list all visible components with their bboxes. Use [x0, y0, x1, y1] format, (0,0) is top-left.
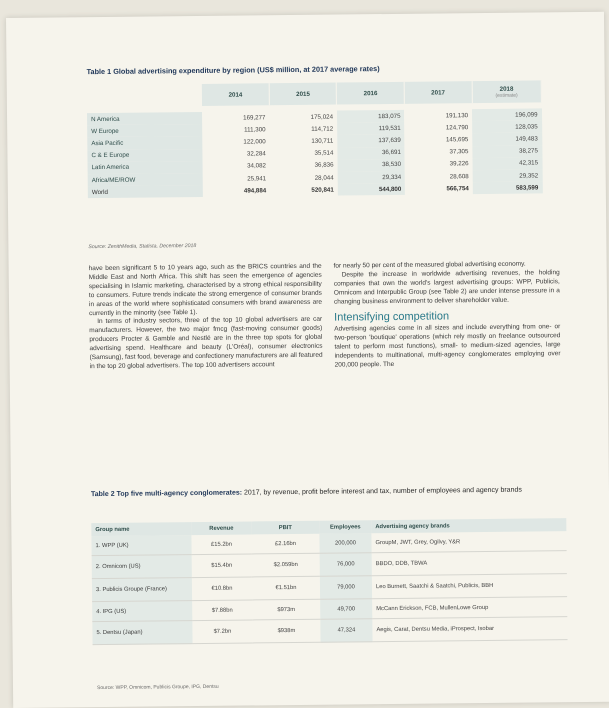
employees-value: 200,000 [319, 533, 371, 553]
group-name: 2. Omnicom (US) [92, 555, 192, 579]
cell-2018: 196,099 [472, 108, 542, 121]
cell-2017: 145,695 [445, 136, 469, 144]
cell-2016: 183,075 [337, 110, 405, 123]
cell-2015: 36,836 [314, 161, 334, 170]
cell-2016: 38,530 [337, 159, 405, 172]
cell-2017: 28,608 [449, 172, 469, 180]
cell-2014: 494,884 [243, 187, 267, 195]
table2-subtitle: 2017, by revenue, profit before interest and tax, number of employees and agency brands [243, 486, 522, 497]
cell-2017: 124,790 [445, 123, 469, 132]
brands-value: Aegis, Carat, Dentsu Media, iProspect, Isobar [376, 625, 495, 634]
body-paragraph: Despite the increase in worldwide advertising revenues, the holding companies that own the world's largest advertising groups: WPP, Publicis, Omnicom and Interpublic Group (see Table 2) are under intense pressure in a changing business environment to deliver shareholder value. [333, 269, 560, 306]
pbit-value: $973m [277, 606, 296, 613]
region-name: Africa/ME/ROW [88, 173, 203, 186]
cell-2017: 39,226 [449, 160, 469, 168]
table1-source: Source: ZenithMedia, Statista, December 2018 [88, 243, 197, 251]
cell-2017: 37,305 [449, 148, 469, 156]
region-name: C & E Europe [87, 149, 202, 162]
header-group: Group name [91, 522, 191, 536]
table1 [87, 80, 543, 198]
cell-2018: 128,035 [472, 121, 542, 134]
cell-2015: 28,044 [314, 174, 334, 182]
header-revenue: Revenue [191, 521, 251, 535]
revenue-value: $15.4bn [211, 562, 233, 569]
cell-2016: 119,531 [337, 122, 405, 135]
group-name: 1. WPP (UK) [91, 535, 191, 556]
table2-title: Top five multi-agency conglomerates: [116, 489, 243, 498]
region-name: N America [87, 112, 202, 125]
cell-2014: 122,000 [243, 138, 266, 146]
group-name: 3. Publicis Groupe (France) [92, 578, 192, 602]
region-name: World [88, 185, 203, 198]
employees-value: 47,324 [320, 619, 372, 643]
body-paragraph: In terms of industry sectors, three of the top 10 global advertisers are car manufacturers. However, the two major fmcg (fast-moving consumer goods) producers Procter & Gamble and Nestlé are in the three top spots for global advertising spend. Healthcare and beauty (L'Oréal), consumer electronics (Samsung), fast food, beverage and confectionery manufacturers are all featured in the top 20 global advertisers. The top 100 advertisers account [89, 316, 323, 371]
brands-value: McCann Erickson, FCB, MullenLowe Group [376, 604, 489, 612]
revenue-value: £15.2bn [211, 541, 233, 548]
body-column-left [89, 263, 323, 372]
cell-2018: 38,275 [472, 145, 542, 158]
cell-2018: 149,483 [472, 133, 542, 146]
revenue-value: $7.2bn [213, 628, 232, 635]
cell-2015: 175,024 [310, 113, 334, 121]
body-column-right [334, 260, 561, 370]
year-2015: 2015 [269, 83, 337, 106]
cell-2015: 35,514 [314, 149, 334, 157]
cell-2014: 34,082 [247, 162, 267, 170]
pbit-value: $938m [277, 628, 296, 635]
revenue-value: $7.88bn [211, 607, 233, 614]
cell-2014: 25,941 [247, 174, 267, 183]
header-pbit: PBIT [251, 521, 319, 535]
employees-value: 79,000 [320, 576, 372, 600]
region-name: Asia Pacific [87, 136, 202, 149]
cell-2016: 29,334 [338, 171, 406, 184]
cell-2018: 583,599 [473, 182, 543, 195]
cell-2017: 191,130 [445, 111, 469, 119]
header-brands: Advertising agency brands [371, 518, 566, 533]
region-name: Latin America [88, 161, 203, 174]
table1-corner [87, 84, 202, 107]
cell-2015: 130,711 [311, 137, 334, 145]
year-2014: 2014 [202, 83, 270, 106]
cell-2014: 169,277 [243, 113, 266, 122]
pbit-value: $2.059bn [273, 561, 298, 569]
region-name: W Europe [87, 124, 202, 137]
year-2016: 2016 [337, 82, 405, 105]
table1-caption [87, 64, 380, 76]
table2-label: Table 2 [90, 490, 115, 499]
cell-2016: 36,691 [337, 146, 405, 159]
year-2018: 2018 [499, 85, 514, 93]
cell-2017: 566,754 [446, 184, 469, 193]
body-paragraph: for nearly 50 per cent of the measured global advertising economy. [333, 260, 526, 270]
body-paragraph: have been significant 5 to 10 years ago, such as the BRICS countries and the Middle East and North Africa. This shift has seen the emergence of agencies specialising in Islamic marketing, characterised by a strong ethical responsibility to consumers. Future trends indicate the strong emergence of consumer brands in areas of the world where sophisticated consumers with brand awareness are currently in the minority (see Table 1). [88, 262, 323, 317]
table-row [92, 617, 567, 645]
group-name: 5. Dentsu (Japan) [92, 621, 192, 645]
employees-value: 49,700 [320, 599, 372, 620]
cell-2014: 111,300 [244, 126, 266, 134]
year-2018-header [472, 80, 542, 103]
cell-2015: 114,712 [311, 125, 334, 133]
cell-2016: 544,800 [338, 183, 406, 196]
table1-label: Table 1 [86, 66, 112, 77]
table2 [91, 518, 567, 645]
pbit-value: £2.16bn [275, 540, 297, 547]
table1-title: Global advertising expenditure by region (US$ million, at 2017 average rates) [113, 64, 380, 76]
header-employees: Employees [319, 520, 371, 534]
table2-caption [91, 485, 561, 499]
estimate-label: (estimate) [495, 92, 518, 99]
cell-2014: 32,284 [246, 150, 266, 158]
revenue-value: €10.8bn [211, 585, 233, 592]
cell-2016: 137,639 [337, 134, 405, 147]
employees-value: 76,000 [320, 553, 372, 577]
table2-source: Source: WPP, Omnicom, Publicis Groupe, IPG, Dentsu [96, 683, 219, 692]
cell-2018: 29,352 [473, 169, 543, 182]
brands-value: GroupM, JWT, Grey, Ogilvy, Y&R [375, 538, 461, 546]
brands-value: BBDO, DDB, TBWA [375, 560, 428, 568]
year-2017: 2017 [404, 81, 472, 104]
cell-2015: 520,841 [311, 186, 334, 194]
section-heading: Intensifying competition [334, 309, 450, 324]
group-name: 4. IPG (US) [92, 601, 192, 622]
document-page [6, 12, 609, 708]
pbit-value: €1.51bn [275, 584, 297, 592]
cell-2018: 42,315 [473, 157, 543, 170]
brands-value: Leo Burnett, Saatchi & Saatchi, Publicis, BBH [375, 582, 494, 591]
body-paragraph: Advertising agencies come in all sizes and include everything from one- or two-person 'boutique' operations (which rely mostly on freelance outsourced talent to perform most functions), small- to medium-sized agencies, large independents to multinational, multi-agency conglomerates employing over 200,000 people. The [334, 323, 561, 369]
